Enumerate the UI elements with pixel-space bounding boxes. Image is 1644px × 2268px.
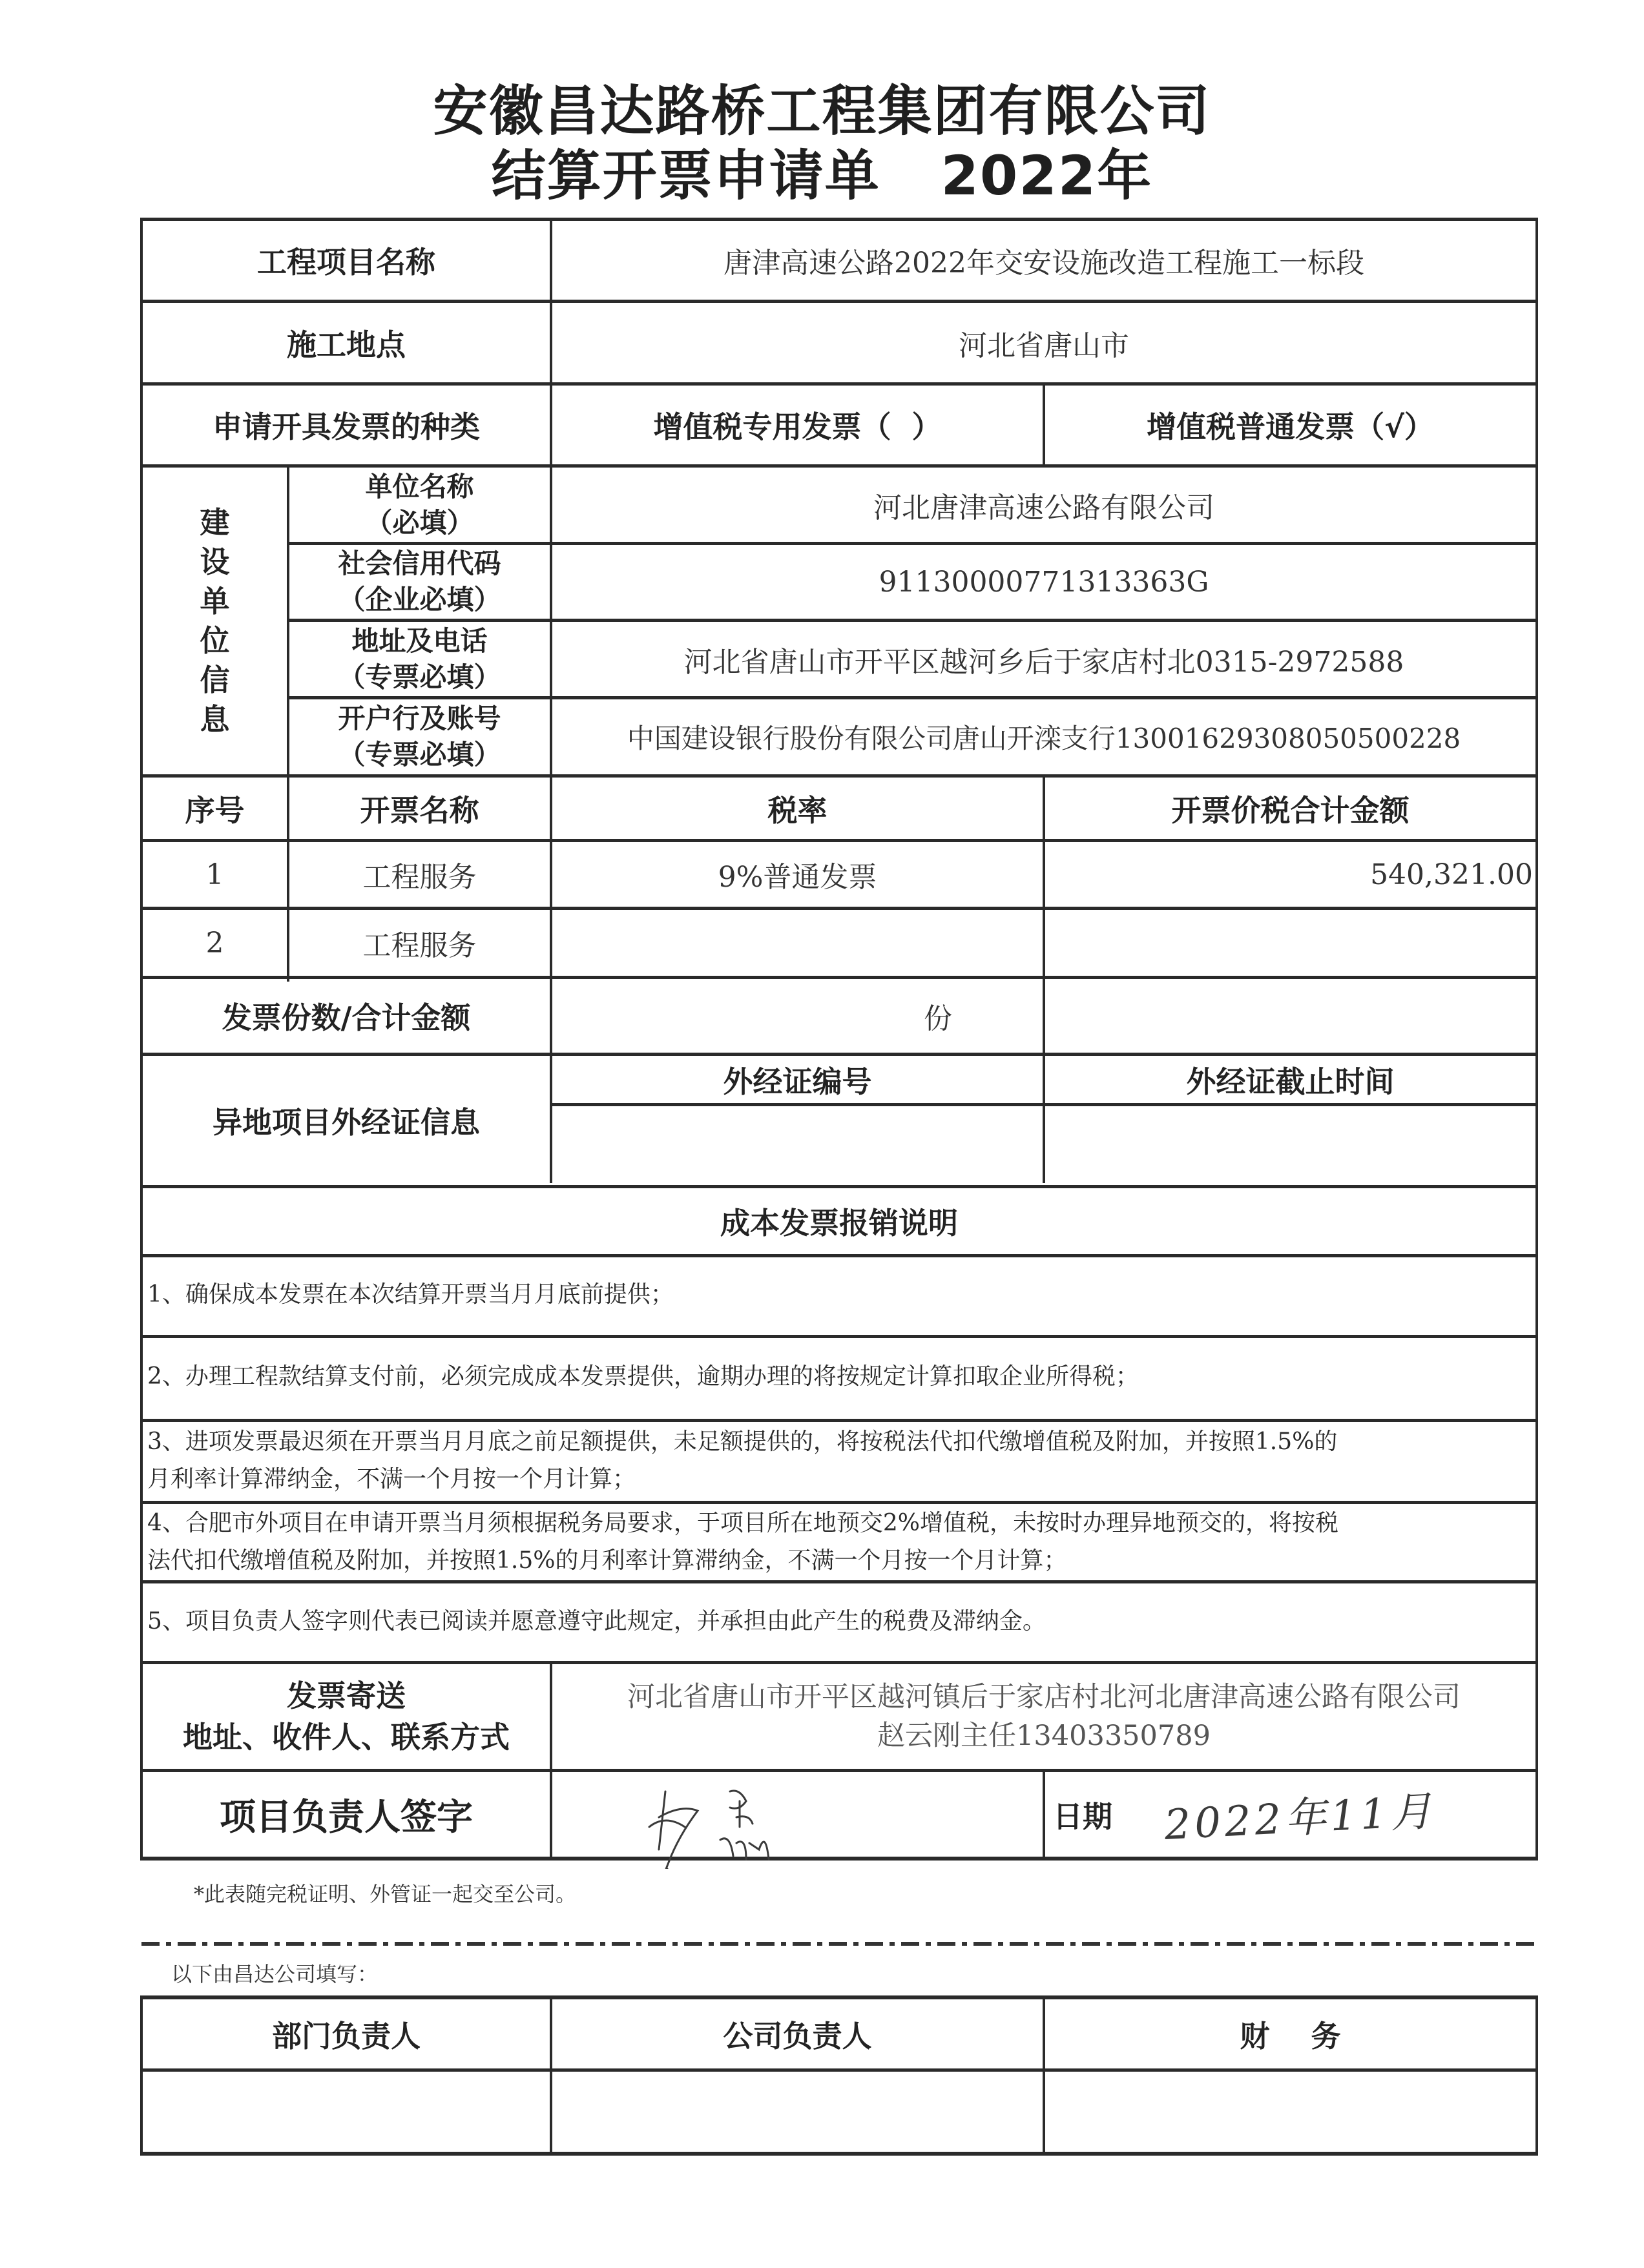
project-name-label: 工程项目名称 — [257, 245, 435, 280]
note-item-2 — [147, 1358, 1139, 1396]
company-head-header: 公司负责人 — [723, 2018, 872, 2054]
invoice-type-label: 申请开具发票的种类 — [213, 409, 480, 444]
row-divider — [140, 1501, 1538, 1504]
invoice-count-field[interactable] — [552, 979, 1043, 1053]
note-line: 2、办理工程款结算支付前，必须完成成本发票提供，逾期办理的将按规定计算扣取企业所得税； — [147, 1363, 1139, 1390]
credit-code-label-line2: （企业必填） — [338, 584, 501, 615]
company-name: 安徽昌达路桥工程集团有限公司 — [433, 79, 1211, 143]
client-name-label — [289, 468, 550, 542]
total-amount-field[interactable] — [1045, 979, 1535, 1053]
address-phone-label — [289, 622, 550, 696]
col-header-name: 开票名称 — [360, 792, 479, 828]
item-amount[interactable] — [1045, 910, 1535, 976]
dept-head-signature-field[interactable] — [143, 2072, 550, 2152]
client-info-group-label — [143, 468, 287, 774]
location-label: 施工地点 — [287, 327, 406, 362]
footnote: *此表随完税证明、外管证一起交至公司。 — [194, 1882, 577, 1906]
row-divider — [140, 1254, 1538, 1257]
note-line: 5、项目负责人签字则代表已阅读并愿意遵守此规定，并承担由此产生的税费及滞纳金。 — [147, 1608, 1046, 1634]
signature-field[interactable] — [552, 1772, 1043, 1857]
mailing-contact: 赵云刚主任13403350789 — [877, 1720, 1211, 1752]
project-name-value[interactable]: 唐津高速公路2022年交安设施改造工程施工一标段 — [723, 247, 1364, 280]
permit-number-header: 外经证编号 — [723, 1064, 872, 1099]
notes-title: 成本发票报销说明 — [720, 1206, 958, 1241]
mailing-value[interactable] — [552, 1664, 1535, 1769]
invoice-count-unit: 份 — [924, 1002, 952, 1035]
row-divider — [140, 1580, 1538, 1583]
bank-account-label-line1: 开户行及账号 — [338, 703, 501, 734]
note-line: 法代扣代缴增值税及附加，并按照1.5%的月利率计算滞纳金，不满一个月按一个月计算； — [147, 1547, 1067, 1574]
bank-account-label — [289, 699, 550, 774]
credit-code-label — [289, 545, 550, 619]
client-name-label-line1: 单位名称 — [365, 470, 474, 502]
special-vat-option[interactable]: 增值税专用发票（ ） — [653, 409, 942, 444]
note-line: 1、确保成本发票在本次结算开票当月月底前提供； — [147, 1281, 674, 1308]
date-field[interactable] — [1045, 1772, 1535, 1857]
note-item-1 — [147, 1276, 674, 1314]
item-name[interactable]: 工程服务 — [362, 929, 477, 962]
note-line: 3、进项发票最迟须在开票当月月底之前足额提供，未足额提供的，将按税法代扣代缴增值税及附加，并按照1.5%的 — [147, 1428, 1338, 1455]
address-phone-label-line2: （专票必填） — [338, 661, 501, 693]
item-rate[interactable] — [552, 910, 1043, 976]
form-title: 结算开票申请单 2022年 — [491, 144, 1153, 207]
signature-label: 项目负责人签字 — [220, 1796, 473, 1839]
client-info-group-text: 建设单位信息 — [200, 504, 230, 737]
handwritten-date: 2022年11月 — [1163, 1787, 1437, 1850]
item-amount[interactable]: 540,321.00 — [1370, 858, 1533, 891]
date-label: 日期 — [1053, 1799, 1112, 1834]
handwritten-signature — [552, 1766, 1043, 1869]
internal-caption: 以下由昌达公司填写： — [171, 1962, 379, 1986]
item-name[interactable]: 工程服务 — [362, 861, 477, 894]
address-phone-label-line1: 地址及电话 — [351, 624, 488, 657]
permit-deadline-field[interactable] — [1045, 1106, 1535, 1185]
item-rate[interactable]: 9%普通发票 — [718, 861, 877, 894]
item-no: 2 — [205, 926, 224, 960]
finance-header: 财 务 — [1240, 2018, 1341, 2054]
row-divider — [140, 1335, 1538, 1338]
permit-label: 异地项目外经证信息 — [213, 1105, 480, 1140]
permit-deadline-header: 外经证截止时间 — [1186, 1064, 1395, 1099]
credit-code-label-line1: 社会信用代码 — [338, 548, 501, 579]
location-value[interactable]: 河北省唐山市 — [959, 329, 1129, 362]
credit-code-value[interactable]: 91130000771313363G — [879, 565, 1209, 599]
client-name-value[interactable]: 河北唐津高速公路有限公司 — [873, 491, 1214, 524]
col-header-rate: 税率 — [767, 792, 827, 828]
note-item-4 — [147, 1505, 1338, 1580]
mailing-label — [143, 1664, 550, 1769]
finance-signature-field[interactable] — [1045, 2072, 1535, 2152]
mailing-address: 河北省唐山市开平区越河镇后于家店村北河北唐津高速公路有限公司 — [627, 1681, 1461, 1713]
col-header-amount: 开票价税合计金额 — [1171, 792, 1410, 828]
note-line: 4、合肥市外项目在申请开票当月须根据税务局要求，于项目所在地预交2%增值税，未按时办理异地预交的，将按税 — [147, 1510, 1339, 1536]
note-item-5 — [147, 1603, 1046, 1640]
item-no: 1 — [205, 858, 224, 891]
bank-account-value[interactable]: 中国建设银行股份有限公司唐山开滦支行13001629308050500228 — [627, 723, 1461, 754]
note-line: 月利率计算滞纳金，不满一个月按一个月计算； — [147, 1466, 636, 1492]
col-divider — [1535, 1997, 1538, 2154]
row-divider — [140, 1419, 1538, 1422]
general-vat-option[interactable]: 增值税普通发票（√） — [1147, 409, 1434, 444]
address-phone-value[interactable]: 河北省唐山市开平区越河乡后于家店村北0315-2972588 — [683, 645, 1404, 679]
company-head-signature-field[interactable] — [552, 2072, 1043, 2152]
permit-number-field[interactable] — [552, 1106, 1043, 1185]
cut-line-divider — [141, 1942, 1537, 1946]
client-name-label-line2: （必填） — [365, 506, 474, 539]
dept-head-header: 部门负责人 — [272, 2018, 421, 2054]
mailing-label-line2: 地址、收件人、联系方式 — [183, 1720, 510, 1755]
row-divider — [140, 2152, 1538, 2156]
col-header-no: 序号 — [185, 792, 245, 828]
mailing-label-line1: 发票寄送 — [287, 1678, 406, 1713]
bank-account-label-line2: （专票必填） — [338, 739, 501, 770]
total-label: 发票份数/合计金额 — [222, 1000, 471, 1035]
note-item-3 — [147, 1423, 1337, 1498]
